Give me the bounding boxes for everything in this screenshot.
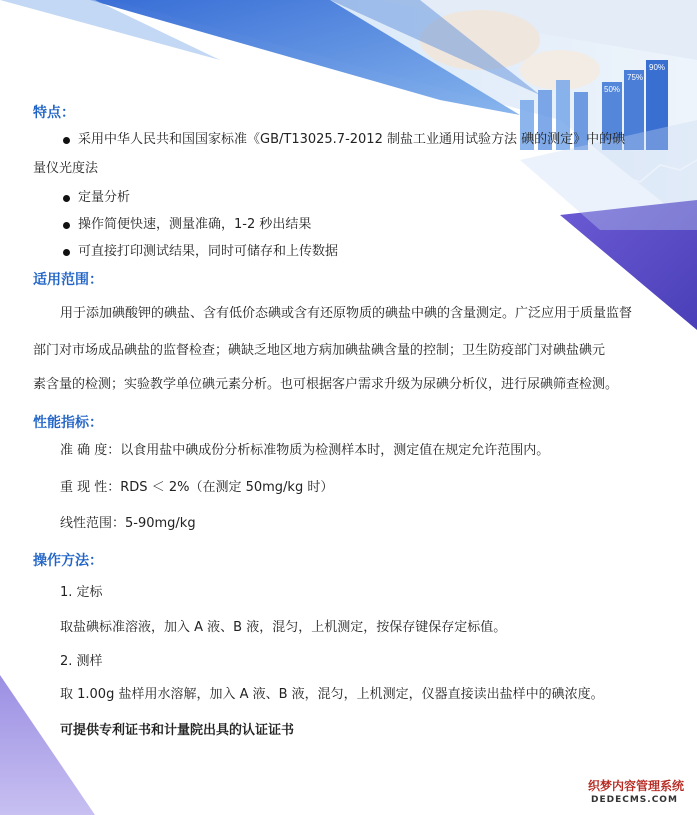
features-heading: 特点： — [33, 105, 75, 121]
feature-bullet-3: 操作简便快速，测量准确，1-2 秒出结果 — [78, 217, 312, 232]
feature-bullet-4: 可直接打印测试结果，同时可储存和上传数据 — [78, 244, 339, 259]
performance-heading: 性能指标： — [33, 415, 103, 431]
operation-step-1-title: 1. 定标 — [60, 585, 103, 600]
scope-heading: 适用范围： — [33, 272, 103, 288]
feature-bullet-1-continuation: 量仪光度法 — [33, 161, 99, 176]
scope-line-3: 素含量的检测；实验教学单位碘元素分析。也可根据客户需求升级为尿碘分析仪，进行尿碘筛查检测。 — [33, 377, 619, 392]
performance-reproducibility: 重 现 性：RDS ＜ 2%（在测定 50mg/kg 时） — [60, 480, 334, 495]
certificate-note: 可提供专利证书和计量院出具的认证证书 — [60, 723, 295, 738]
bullet-dot — [63, 249, 70, 256]
scope-line-2: 部门对市场成品碘盐的监督检查；碘缺乏地区地方病加碘盐碘含量的控制；卫生防疫部门对碘盐碘元 — [33, 343, 606, 358]
operation-heading: 操作方法： — [33, 553, 103, 569]
bullet-dot — [63, 222, 70, 229]
bar-label-1: 50% — [604, 85, 621, 94]
bullet-dot — [63, 137, 70, 144]
watermark-url: DEDECMS.COM — [591, 795, 678, 805]
operation-step-2-text: 取 1.00g 盐样用水溶解，加入 A 液、B 液，混匀，上机测定，仪器直接读出盐样中的碘浓度。 — [60, 687, 604, 702]
bar-label-2: 75% — [627, 73, 644, 82]
feature-bullet-2: 定量分析 — [78, 190, 131, 205]
scope-line-1: 用于添加碘酸钾的碘盐、含有低价态碘或含有还原物质的碘盐中碘的含量测定。广泛应用于质量监督 — [60, 306, 633, 321]
operation-step-1-text: 取盐碘标准溶液，加入 A 液、B 液，混匀，上机测定，按保存键保存定标值。 — [60, 620, 507, 635]
operation-step-2-title: 2. 测样 — [60, 654, 103, 669]
watermark-title: 织梦内容管理系统 — [588, 779, 685, 793]
performance-accuracy: 准 确 度：以食用盐中碘成份分析标准物质为检测样本时，测定值在规定允许范围内。 — [60, 443, 550, 458]
performance-linear-range: 线性范围：5-90mg/kg — [60, 516, 196, 531]
bullet-dot — [63, 195, 70, 202]
bar-label-3: 90% — [649, 63, 666, 72]
feature-bullet-1: 采用中华人民共和国国家标准《GB/T13025.7-2012 制盐工业通用试验方法 碘的测定》中的碘 — [78, 132, 626, 147]
